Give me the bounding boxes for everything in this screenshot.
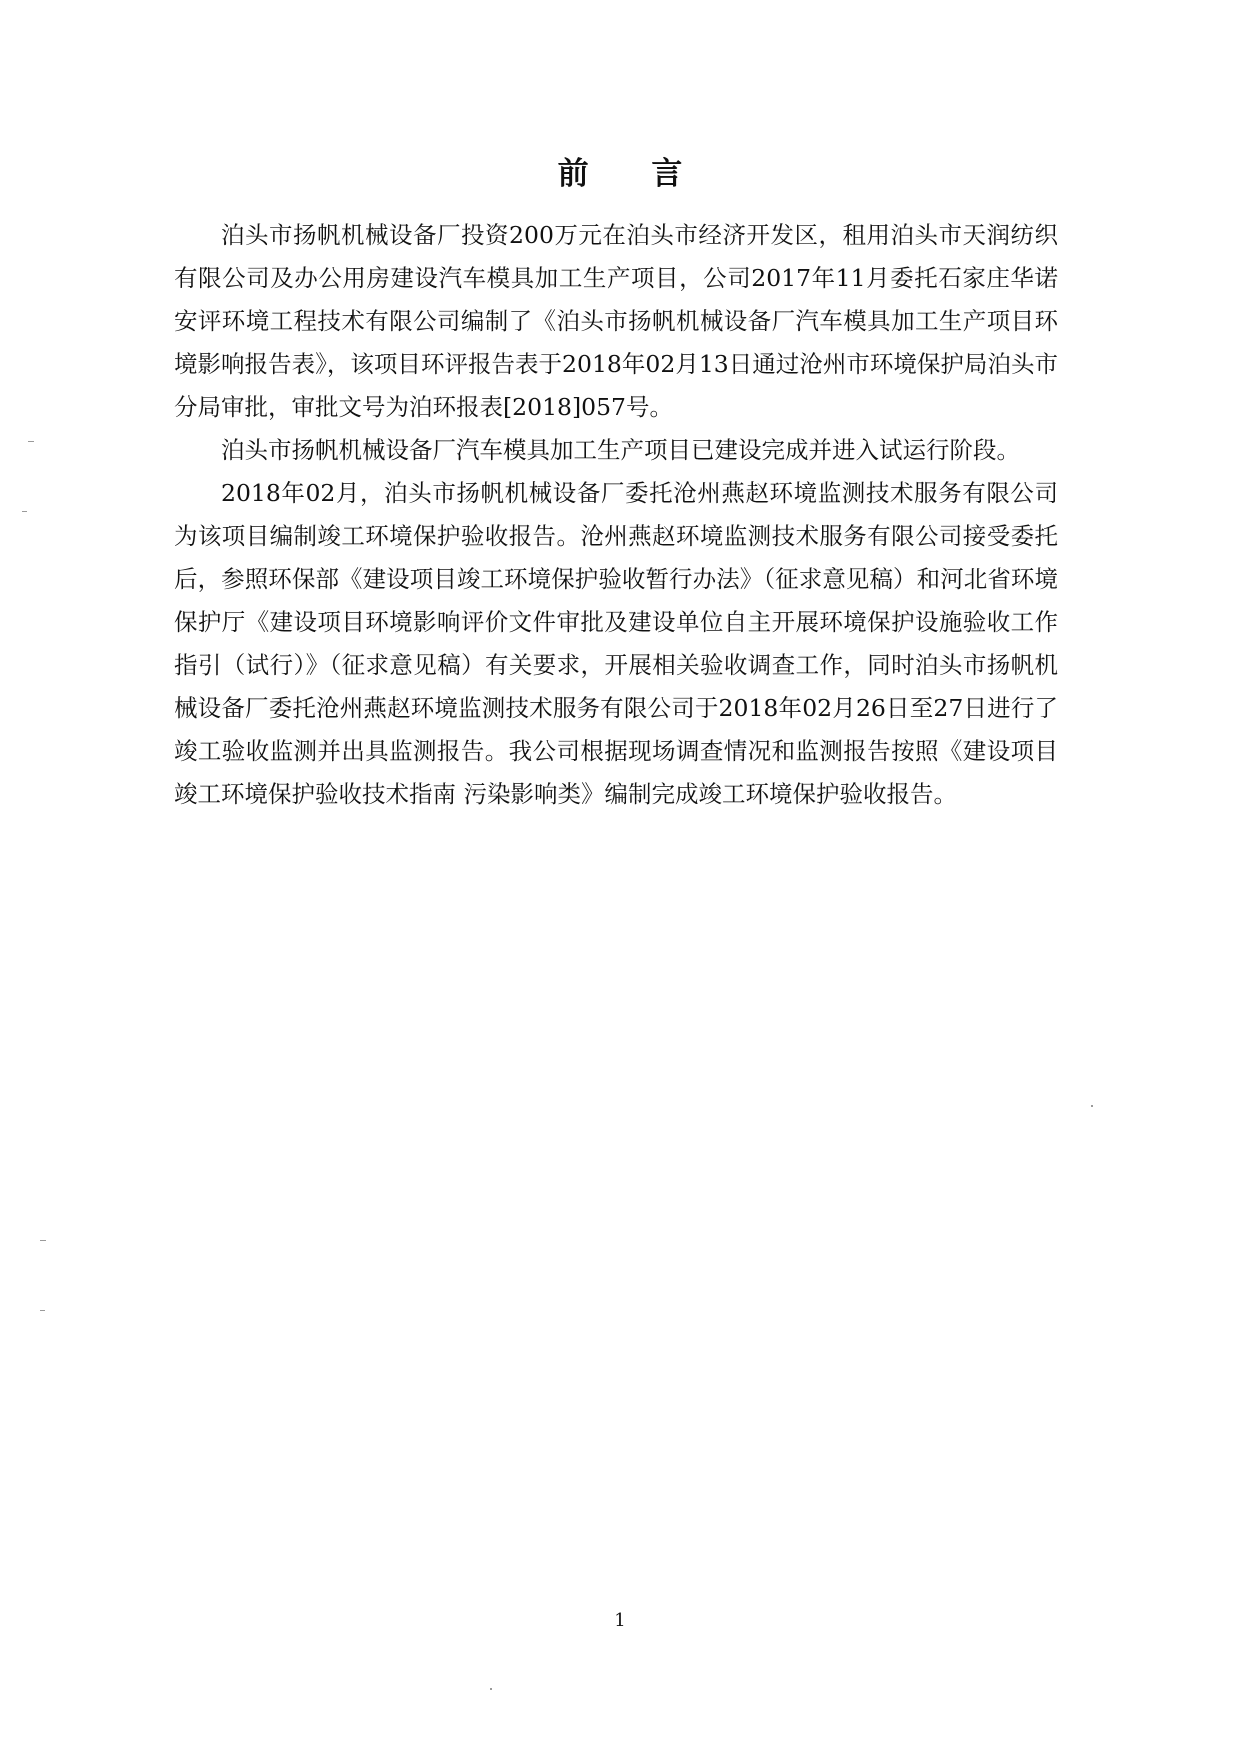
scan-speck bbox=[40, 1310, 45, 1311]
scan-speck bbox=[22, 511, 27, 512]
document-body bbox=[174, 214, 1058, 816]
scan-speck bbox=[40, 1240, 46, 1241]
paragraph-1: 泊头市扬帆机械设备厂投资200万元在泊头市经济开发区，租用泊头市天润纺织有限公司及办公用房建设汽车模具加工生产项目，公司2017年11月委托石家庄华诺安评环境工程技术有限公司编制了《泊头市扬帆机械设备厂汽车模具加工生产项目环境影响报告表》，该项目环评报告表于2018年02月13日通过沧州市环境保护局泊头市分局审批，审批文号为泊环报表[2018]057号。 bbox=[174, 221, 1058, 421]
scan-speck bbox=[1091, 1105, 1093, 1107]
paragraph-3: 2018年02月，泊头市扬帆机械设备厂委托沧州燕赵环境监测技术服务有限公司为该项目编制竣工环境保护验收报告。沧州燕赵环境监测技术服务有限公司接受委托后，参照环保部《建设项目竣工环境保护验收暂行办法》（征求意见稿）和河北省环境保护厅《建设项目环境影响评价文件审批及建设单位自主开展环境保护设施验收工作指引（试行）》（征求意见稿）有关要求，开展相关验收调查工作，同时泊头市扬帆机械设备厂委托沧州燕赵环境监测技术服务有限公司于2018年02月26日至27日进行了竣工验收监测并出具监测报告。我公司根据现场调查情况和监测报告按照《建设项目竣工环境保护验收技术指南 污染影响类》编制完成竣工环境保护验收报告。 bbox=[174, 479, 1058, 808]
page-title: 前 言 bbox=[557, 156, 709, 192]
scan-speck bbox=[28, 441, 34, 442]
scan-speck bbox=[490, 1688, 492, 1690]
page-number: 1 bbox=[614, 1610, 626, 1631]
paragraph-2: 泊头市扬帆机械设备厂汽车模具加工生产项目已建设完成并进入试运行阶段。 bbox=[221, 436, 1020, 464]
